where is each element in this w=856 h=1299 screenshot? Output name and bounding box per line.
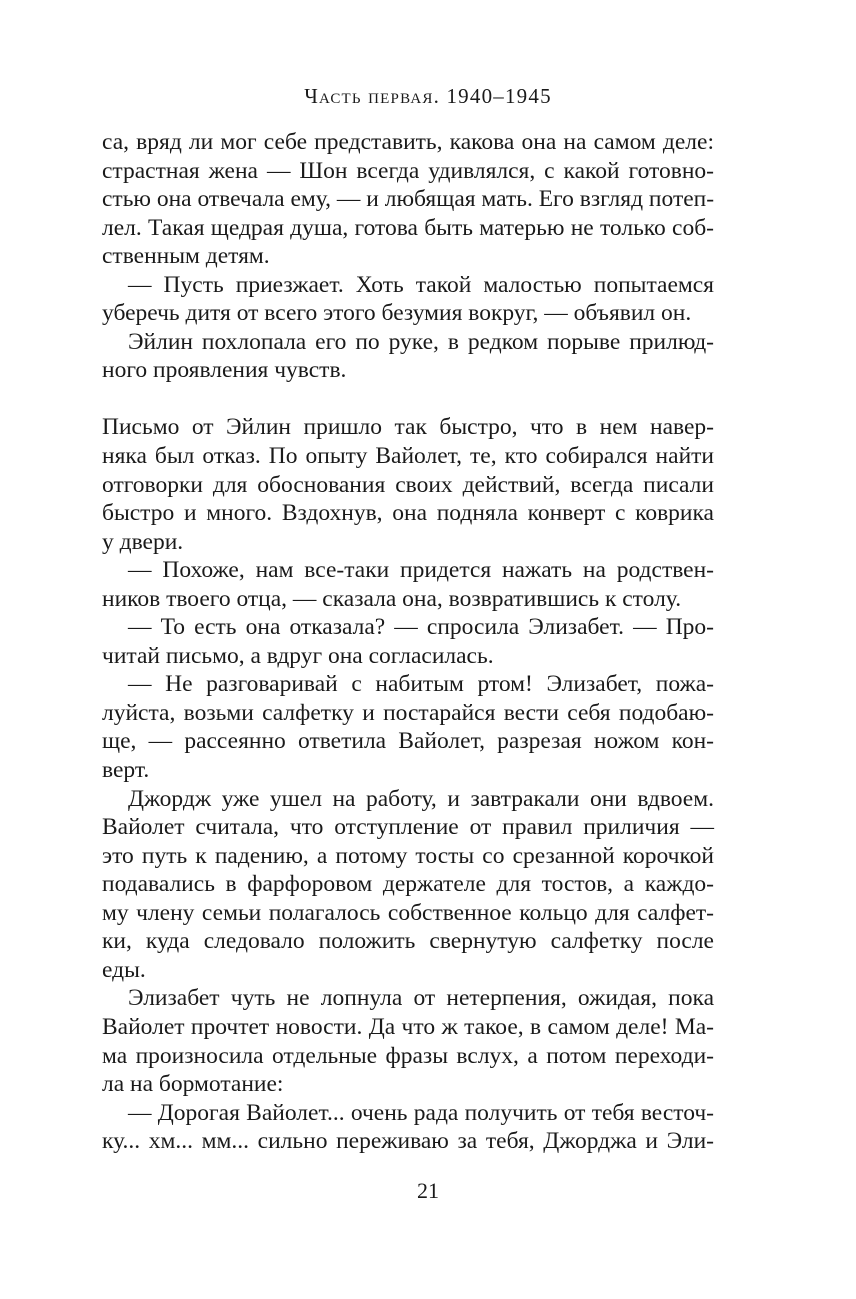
paragraph	[102, 984, 714, 1098]
text-line: Элизабет чуть не лопнула от нетерпения, ожидая, пока	[128, 985, 714, 1012]
text-line: Эйлин похлопала его по руке, в редком порыве прилюд-	[128, 328, 714, 355]
text-line: ного проявления чувств.	[102, 357, 347, 384]
text-line: ще, — рассеянно ответила Вайолет, разрезая ножом кон-	[102, 728, 714, 755]
text-line: Вайолет прочтет новости. Да что ж такое, в самом деле! Ма-	[102, 1013, 714, 1040]
text-line: еды.	[102, 956, 146, 983]
text-line: — Похоже, нам все-таки придется нажать на родствен-	[128, 557, 714, 584]
paragraph	[102, 271, 714, 328]
text-line: ников твоего отца, — сказала она, возвратившись к столу.	[102, 585, 682, 612]
text-line: ственным детям.	[102, 243, 270, 270]
text-line: ла на бормотание:	[102, 1071, 284, 1098]
text-line: читай письмо, а вдруг она согласилась.	[102, 642, 494, 669]
page-number: 21	[417, 1178, 439, 1203]
running-head: Часть первая. 1940–1945	[304, 84, 552, 108]
text-line: ки, куда следовало положить свернутую салфетку после	[102, 928, 714, 955]
text-line: ма произносила отдельные фразы вслух, а потом переходи-	[102, 1042, 714, 1069]
paragraph	[102, 328, 714, 385]
text-line: му члену семьи полагалось собственное кольцо для салфет-	[102, 899, 714, 926]
text-line: у двери.	[102, 528, 184, 555]
paragraph	[102, 556, 714, 613]
paragraph	[102, 670, 714, 784]
text-line: быстро и много. Вздохнув, она подняла конверт с коврика	[102, 500, 714, 527]
text-line: стью она отвечала ему, — и любящая мать. Его взгляд потеп-	[102, 186, 715, 213]
text-line: ку... хм... мм... сильно переживаю за тебя, Джорджа и Эли-	[102, 1128, 714, 1155]
text-line: Вайолет считала, что отступление от правил приличия —	[102, 814, 714, 841]
text-line: няка был отказ. По опыту Вайолет, те, кто собирался найти	[102, 443, 714, 470]
text-line: отговорки для обоснования своих действий, всегда писали	[102, 471, 714, 498]
text-line: Джордж уже ушел на работу, и завтракали они вдвоем.	[128, 785, 714, 812]
text-line: Письмо от Эйлин пришло так быстро, что в нем навер-	[102, 414, 714, 441]
text-line: — Пусть приезжает. Хоть такой малостью попытаемся	[128, 271, 714, 298]
text-line: — Дорогая Вайолет... очень рада получить от тебя весточ-	[128, 1099, 714, 1126]
text-line: — То есть она отказала? — спросила Элизабет. — Про-	[128, 614, 714, 641]
paragraph	[102, 413, 714, 556]
text-line: верт.	[102, 757, 150, 784]
body-text	[102, 128, 714, 1156]
text-line: са, вряд ли мог себе представить, какова она на самом деле:	[102, 129, 714, 155]
paragraph	[102, 1099, 714, 1156]
text-line: луйста, возьми салфетку и постарайся вести себя подобаю-	[102, 699, 714, 726]
paragraph	[102, 785, 714, 985]
text-line: — Не разговаривай с набитым ртом! Элизабет, пожа-	[128, 671, 714, 698]
text-line: лел. Такая щедрая душа, готова быть матерью не только соб-	[102, 214, 714, 241]
text-line: это путь к падению, а потому тосты со срезанной корочкой	[102, 842, 714, 869]
paragraph	[102, 613, 714, 670]
text-line: подавались в фарфоровом держателе для тостов, а каждо-	[102, 871, 714, 898]
paragraph	[102, 128, 714, 271]
text-line: страстная жена — Шон всегда удивлялся, с какой готовно-	[102, 157, 714, 184]
text-line: уберечь дитя от всего этого безумия вокруг, — объявил он.	[102, 300, 692, 327]
section-break	[102, 385, 714, 414]
